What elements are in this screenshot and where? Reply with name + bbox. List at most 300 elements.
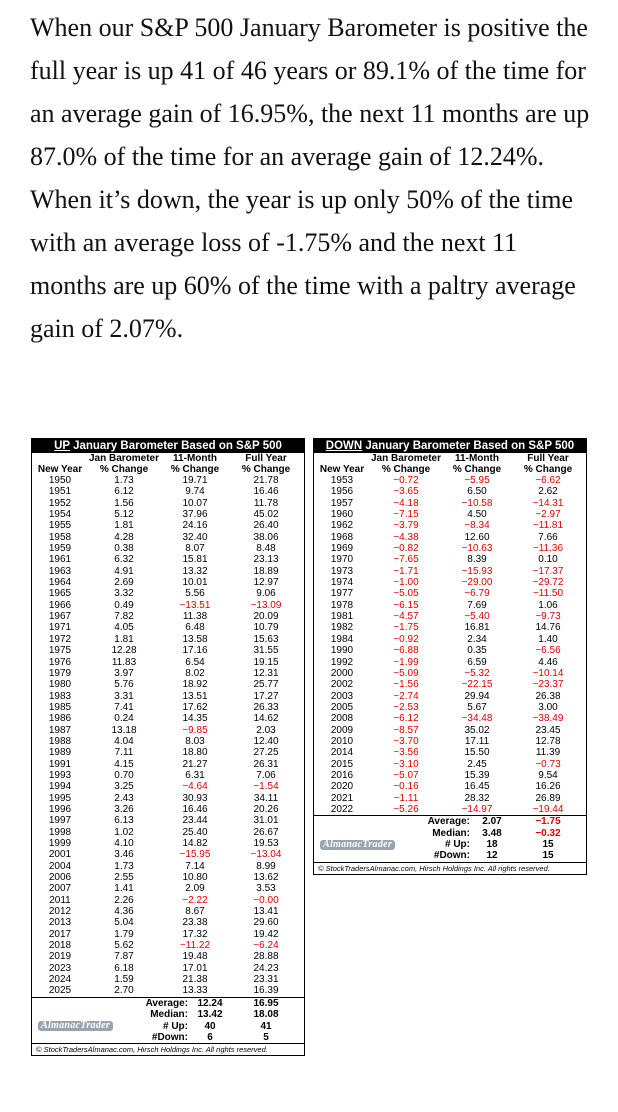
table-cell: 12.31 bbox=[253, 667, 279, 679]
table-cell: 1984 bbox=[330, 633, 354, 645]
table-cell: 2.43 bbox=[114, 792, 134, 804]
summary-11month: 12 bbox=[486, 850, 498, 862]
table-cell: 1974 bbox=[330, 577, 354, 589]
table-cell: 1988 bbox=[48, 735, 72, 747]
summary-label: #Down: bbox=[433, 850, 470, 862]
up-h1-bottom: New Year bbox=[37, 464, 83, 475]
table-row bbox=[32, 475, 304, 486]
table-cell: −7.65 bbox=[393, 554, 419, 566]
table-cell: 19.42 bbox=[253, 928, 279, 940]
table-cell: 1993 bbox=[48, 769, 72, 781]
table-row bbox=[314, 781, 586, 792]
table-cell: 1983 bbox=[48, 690, 72, 702]
table-cell: 2011 bbox=[49, 894, 71, 906]
table-cell: 13.41 bbox=[253, 906, 279, 918]
table-cell: 1963 bbox=[48, 565, 72, 577]
table-cell: 26.40 bbox=[253, 520, 279, 532]
table-cell: 1998 bbox=[48, 826, 72, 838]
table-cell: 4.46 bbox=[538, 656, 558, 668]
table-row bbox=[314, 668, 586, 679]
summary-fullyear: −0.32 bbox=[535, 827, 561, 839]
table-cell: 1976 bbox=[48, 656, 72, 668]
table-cell: −5.95 bbox=[464, 475, 490, 486]
table-cell: 2007 bbox=[48, 883, 72, 895]
table-cell: 1.73 bbox=[114, 860, 134, 872]
up-h3-bottom: % Change bbox=[170, 464, 220, 475]
table-cell: 1965 bbox=[48, 588, 72, 600]
table-cell: 9.74 bbox=[185, 486, 205, 498]
table-row bbox=[32, 974, 304, 985]
table-cell: −34.48 bbox=[461, 713, 493, 725]
table-row bbox=[32, 827, 304, 838]
table-cell: 1.73 bbox=[114, 475, 134, 486]
table-row bbox=[314, 475, 586, 486]
table-cell: 2008 bbox=[330, 713, 354, 725]
table-cell: 5.62 bbox=[114, 940, 134, 952]
table-cell: 10.79 bbox=[253, 622, 279, 634]
table-cell: 19.71 bbox=[182, 475, 208, 486]
table-cell: 8.48 bbox=[256, 543, 276, 555]
table-cell: 2.03 bbox=[256, 724, 276, 736]
table-cell: −0.73 bbox=[535, 758, 561, 770]
table-cell: −13.09 bbox=[250, 599, 282, 611]
almanac-trader-logo: AlmanacTrader bbox=[320, 840, 395, 850]
table-row bbox=[32, 872, 304, 883]
up-copyright: © StockTradersAlmanac.com, Hirsch Holdings Inc. All rights reserved. bbox=[36, 1045, 268, 1055]
table-cell: 4.28 bbox=[114, 531, 134, 543]
up-table-body bbox=[32, 475, 304, 997]
down-h3-top: 11-Month bbox=[455, 453, 499, 464]
table-cell: 16.46 bbox=[253, 486, 279, 498]
table-row bbox=[314, 509, 586, 520]
table-cell: −1.00 bbox=[393, 577, 419, 589]
table-cell: 1977 bbox=[330, 588, 354, 600]
table-cell: 6.32 bbox=[114, 554, 134, 566]
table-cell: 4.50 bbox=[467, 509, 487, 521]
summary-fullyear: 41 bbox=[260, 1020, 272, 1032]
table-cell: 12.28 bbox=[111, 645, 137, 657]
table-cell: 29.94 bbox=[464, 690, 490, 702]
table-cell: 0.24 bbox=[114, 713, 134, 725]
summary-label: Median: bbox=[432, 827, 470, 839]
table-cell: 8.03 bbox=[185, 735, 205, 747]
summary-11month: 12.24 bbox=[197, 997, 223, 1009]
table-cell: 31.55 bbox=[253, 645, 279, 657]
table-cell: −11.36 bbox=[532, 543, 564, 555]
table-cell: 2014 bbox=[330, 747, 354, 759]
table-cell: 1986 bbox=[48, 713, 72, 725]
table-cell: 4.15 bbox=[114, 758, 134, 770]
down-h4-bottom: % Change bbox=[523, 464, 573, 475]
table-cell: 23.13 bbox=[253, 554, 279, 566]
table-cell: 16.39 bbox=[253, 985, 279, 997]
summary-11month: 18 bbox=[486, 839, 498, 850]
table-row bbox=[314, 543, 586, 554]
table-cell: 6.18 bbox=[114, 962, 134, 974]
table-cell: 1985 bbox=[48, 701, 72, 713]
table-cell: −6.88 bbox=[393, 645, 419, 657]
up-table-title bbox=[32, 439, 304, 453]
table-row bbox=[314, 532, 586, 543]
table-cell: 18.92 bbox=[182, 679, 208, 691]
table-cell: −6.62 bbox=[535, 475, 561, 486]
table-cell: 0.38 bbox=[114, 543, 134, 555]
table-row bbox=[32, 929, 304, 940]
table-cell: −11.50 bbox=[532, 588, 564, 600]
table-cell: 37.96 bbox=[182, 509, 208, 521]
table-row bbox=[314, 793, 586, 804]
table-cell: 26.31 bbox=[253, 758, 279, 770]
table-cell: 29.60 bbox=[253, 917, 279, 929]
down-copyright: © StockTradersAlmanac.com, Hirsch Holdings Inc. All rights reserved. bbox=[318, 863, 550, 873]
table-row bbox=[314, 588, 586, 599]
table-row bbox=[32, 532, 304, 543]
table-cell: 6.13 bbox=[114, 815, 134, 827]
summary-label: Average: bbox=[427, 816, 470, 828]
table-cell: −5.40 bbox=[464, 611, 490, 623]
table-row bbox=[32, 634, 304, 645]
down-h4-top: Full Year bbox=[527, 453, 569, 464]
table-cell: 2016 bbox=[330, 769, 354, 781]
up-h1-top bbox=[32, 453, 88, 464]
table-cell: 1987 bbox=[48, 724, 72, 736]
table-cell: 8.02 bbox=[185, 667, 205, 679]
summary-fullyear: 18.08 bbox=[253, 1009, 279, 1021]
almanac-trader-logo: AlmanacTrader bbox=[38, 1021, 113, 1031]
table-cell: −29.72 bbox=[532, 577, 564, 589]
table-cell: 5.04 bbox=[114, 917, 134, 929]
down-h1-top bbox=[314, 453, 370, 464]
table-cell: 1.81 bbox=[114, 520, 134, 532]
table-row bbox=[314, 577, 586, 588]
table-cell: 7.82 bbox=[114, 611, 134, 623]
table-row bbox=[32, 940, 304, 951]
table-cell: 2010 bbox=[330, 735, 354, 747]
table-cell: 6.12 bbox=[114, 486, 134, 498]
table-cell: 1.56 bbox=[114, 497, 134, 509]
table-cell: −9.73 bbox=[535, 611, 561, 623]
table-cell: 3.32 bbox=[114, 588, 134, 600]
table-cell: 11.38 bbox=[182, 611, 208, 623]
table-row bbox=[32, 702, 304, 713]
table-cell: 16.26 bbox=[535, 781, 561, 793]
table-cell: −4.38 bbox=[393, 531, 419, 543]
down-table-title bbox=[314, 439, 586, 453]
table-cell: 5.56 bbox=[185, 588, 205, 600]
summary-11month: 2.07 bbox=[482, 816, 502, 828]
table-cell: −38.49 bbox=[532, 713, 564, 725]
table-cell: 9.06 bbox=[256, 588, 276, 600]
table-row bbox=[32, 668, 304, 679]
table-cell: 14.82 bbox=[182, 838, 208, 849]
summary-fullyear: −1.75 bbox=[535, 816, 561, 828]
table-cell: −2.22 bbox=[182, 894, 208, 906]
summary-11month: 6 bbox=[207, 1031, 213, 1043]
table-cell: 1968 bbox=[330, 531, 354, 543]
table-cell: 25.77 bbox=[253, 679, 279, 691]
down-h2-top: Jan Barometer bbox=[370, 453, 442, 464]
summary-label: Average: bbox=[145, 997, 188, 1009]
table-cell: 7.41 bbox=[114, 701, 134, 713]
table-cell: −2.97 bbox=[535, 509, 561, 521]
up-barometer-table bbox=[31, 438, 305, 1056]
table-cell: 1971 bbox=[48, 622, 72, 634]
table-cell: 1997 bbox=[48, 815, 72, 827]
table-cell: −3.56 bbox=[393, 747, 419, 759]
table-cell: −11.22 bbox=[179, 940, 211, 952]
table-row bbox=[314, 566, 586, 577]
table-cell: 2000 bbox=[330, 667, 354, 679]
table-row bbox=[314, 622, 586, 633]
table-row bbox=[32, 498, 304, 509]
table-row bbox=[32, 566, 304, 577]
table-cell: 17.11 bbox=[464, 735, 490, 747]
up-header-row-top bbox=[32, 453, 304, 464]
table-cell: 1966 bbox=[48, 599, 72, 611]
table-row bbox=[314, 634, 586, 645]
table-cell: 6.31 bbox=[185, 769, 205, 781]
table-cell: 30.93 bbox=[182, 792, 208, 804]
table-cell: 1.40 bbox=[538, 633, 558, 645]
table-cell: 1979 bbox=[48, 667, 72, 679]
table-cell: 0.49 bbox=[114, 599, 134, 611]
table-cell: 1.06 bbox=[538, 599, 558, 611]
table-cell: 21.78 bbox=[253, 475, 279, 486]
table-row bbox=[314, 645, 586, 656]
summary-row bbox=[314, 850, 586, 861]
table-cell: 2.62 bbox=[538, 486, 558, 498]
summary-fullyear: 15 bbox=[542, 839, 554, 850]
table-cell: 2.55 bbox=[114, 872, 134, 884]
table-cell: 0.10 bbox=[538, 554, 558, 566]
table-cell: 11.78 bbox=[253, 497, 279, 509]
table-cell: −1.11 bbox=[393, 792, 419, 804]
up-h4-bottom: % Change bbox=[241, 464, 291, 475]
table-cell: 2009 bbox=[330, 724, 354, 736]
table-cell: 45.02 bbox=[253, 509, 279, 521]
table-cell: 2002 bbox=[330, 679, 354, 691]
table-cell: 13.32 bbox=[182, 565, 208, 577]
table-cell: 26.33 bbox=[253, 701, 279, 713]
table-cell: 2.70 bbox=[114, 985, 134, 997]
table-row bbox=[32, 963, 304, 974]
table-cell: 8.67 bbox=[185, 906, 205, 918]
table-cell: 8.07 bbox=[185, 543, 205, 555]
table-cell: −15.93 bbox=[461, 565, 493, 577]
table-row bbox=[314, 713, 586, 724]
table-row bbox=[314, 747, 586, 758]
table-cell: 4.91 bbox=[114, 565, 134, 577]
table-cell: 13.58 bbox=[182, 633, 208, 645]
table-cell: 5.12 bbox=[114, 509, 134, 521]
table-cell: −1.56 bbox=[393, 679, 419, 691]
table-cell: 24.23 bbox=[253, 962, 279, 974]
table-cell: 1975 bbox=[48, 645, 72, 657]
table-cell: 1995 bbox=[48, 792, 72, 804]
table-cell: −0.16 bbox=[393, 781, 419, 793]
table-row bbox=[314, 702, 586, 713]
summary-row bbox=[32, 998, 304, 1009]
table-cell: −13.51 bbox=[179, 599, 211, 611]
table-cell: 1.02 bbox=[114, 826, 134, 838]
table-cell: 24.16 bbox=[182, 520, 208, 532]
table-cell: 13.18 bbox=[111, 724, 137, 736]
table-cell: −22.15 bbox=[461, 679, 493, 691]
table-row bbox=[32, 793, 304, 804]
table-cell: −0.82 bbox=[393, 543, 419, 555]
table-cell: 2021 bbox=[330, 792, 354, 804]
table-cell: 32.40 bbox=[182, 531, 208, 543]
summary-11month: 13.42 bbox=[197, 1009, 223, 1021]
table-cell: 3.31 bbox=[114, 690, 134, 702]
table-cell: 1962 bbox=[330, 520, 354, 532]
table-cell: 16.45 bbox=[464, 781, 490, 793]
table-cell: 2024 bbox=[48, 974, 72, 986]
table-cell: 21.38 bbox=[182, 974, 208, 986]
table-cell: 34.11 bbox=[253, 792, 279, 804]
up-title-keyword: UP bbox=[54, 440, 70, 452]
table-cell: 1951 bbox=[48, 486, 72, 498]
table-cell: 1981 bbox=[330, 611, 354, 623]
table-cell: −6.56 bbox=[535, 645, 561, 657]
table-cell: 13.51 bbox=[182, 690, 208, 702]
table-cell: −7.15 bbox=[393, 509, 419, 521]
table-cell: −2.74 bbox=[393, 690, 419, 702]
table-cell: −8.57 bbox=[393, 724, 419, 736]
table-cell: 20.09 bbox=[253, 611, 279, 623]
table-cell: −1.99 bbox=[393, 656, 419, 668]
table-cell: 1991 bbox=[48, 758, 72, 770]
table-row bbox=[32, 804, 304, 815]
table-cell: −10.14 bbox=[532, 667, 564, 679]
table-cell: 7.11 bbox=[114, 747, 134, 759]
table-cell: 6.59 bbox=[467, 656, 487, 668]
table-cell: 2025 bbox=[48, 985, 72, 997]
table-cell: 1959 bbox=[48, 543, 72, 555]
table-cell: 26.38 bbox=[535, 690, 561, 702]
table-cell: 4.05 bbox=[114, 622, 134, 634]
table-cell: −11.81 bbox=[532, 520, 564, 532]
table-cell: 15.63 bbox=[253, 633, 279, 645]
table-cell: 7.69 bbox=[467, 599, 487, 611]
table-cell: 1969 bbox=[330, 543, 354, 555]
table-cell: 19.53 bbox=[253, 838, 279, 849]
table-cell: 1.41 bbox=[114, 883, 134, 895]
table-row bbox=[32, 611, 304, 622]
table-cell: −15.95 bbox=[179, 849, 211, 861]
table-row bbox=[32, 622, 304, 633]
summary-row bbox=[314, 828, 586, 839]
summary-row bbox=[32, 1032, 304, 1043]
table-cell: 17.01 bbox=[182, 962, 208, 974]
table-row bbox=[32, 600, 304, 611]
down-header-row-bottom bbox=[314, 464, 586, 475]
summary-label: #Down: bbox=[151, 1031, 188, 1043]
table-cell: 1990 bbox=[330, 645, 354, 657]
table-cell: 2019 bbox=[48, 951, 72, 963]
table-row bbox=[314, 520, 586, 531]
table-cell: 23.44 bbox=[182, 815, 208, 827]
summary-row bbox=[314, 839, 586, 850]
table-cell: 23.38 bbox=[182, 917, 208, 929]
up-summary bbox=[32, 997, 304, 1043]
summary-label: Median: bbox=[150, 1009, 188, 1021]
table-cell: 8.99 bbox=[256, 860, 276, 872]
table-cell: 1999 bbox=[48, 838, 72, 849]
table-cell: −8.34 bbox=[464, 520, 490, 532]
table-cell: 2012 bbox=[48, 906, 72, 918]
summary-row bbox=[32, 1021, 304, 1032]
table-cell: 1972 bbox=[48, 633, 72, 645]
table-cell: 2005 bbox=[330, 701, 354, 713]
table-cell: 27.25 bbox=[253, 747, 279, 759]
table-cell: −6.79 bbox=[464, 588, 490, 600]
down-title-rest: January Barometer Based on S&P 500 bbox=[362, 440, 575, 452]
table-cell: 2015 bbox=[330, 758, 354, 770]
table-cell: 1980 bbox=[48, 679, 72, 691]
up-h3-top: 11-Month bbox=[173, 453, 217, 464]
table-cell: 2.45 bbox=[467, 758, 487, 770]
summary-label bbox=[32, 1021, 190, 1032]
table-cell: 1970 bbox=[330, 554, 354, 566]
table-cell: 2001 bbox=[48, 849, 72, 861]
table-cell: −4.64 bbox=[182, 781, 208, 793]
table-cell: 10.80 bbox=[182, 872, 208, 884]
table-row bbox=[32, 815, 304, 826]
table-cell: −3.65 bbox=[393, 486, 419, 498]
table-cell: 12.40 bbox=[253, 735, 279, 747]
table-cell: 16.46 bbox=[182, 803, 208, 815]
table-row bbox=[314, 691, 586, 702]
table-cell: 26.67 bbox=[253, 826, 279, 838]
table-cell: 12.97 bbox=[253, 577, 279, 589]
table-cell: 3.97 bbox=[114, 667, 134, 679]
table-cell: 1.81 bbox=[114, 633, 134, 645]
table-cell: 1964 bbox=[48, 577, 72, 589]
table-cell: 2.69 bbox=[114, 577, 134, 589]
table-cell: 4.36 bbox=[114, 906, 134, 918]
table-cell: 25.40 bbox=[182, 826, 208, 838]
intro-paragraph: When our S&P 500 January Barometer is positive the full year is up 41 of 46 years or 89.1% of the time for an average gain of 16.95%, the next 11 months are up 87.0% of the time for an average gain of 12.24%. When it’s down, the year is up only 50% of the time with an average loss of -1.75% and the next 11 months are up 60% of the time with a paltry average gain of 2.07%. bbox=[30, 13, 590, 343]
table-cell: 7.06 bbox=[256, 769, 276, 781]
table-cell: 3.53 bbox=[256, 883, 276, 895]
table-row bbox=[32, 645, 304, 656]
table-cell: 2003 bbox=[330, 690, 354, 702]
table-cell: 1982 bbox=[330, 622, 354, 634]
table-cell: 19.48 bbox=[182, 951, 208, 963]
table-row bbox=[32, 736, 304, 747]
table-cell: 21.27 bbox=[182, 758, 208, 770]
table-cell: 2.26 bbox=[114, 894, 134, 906]
down-h3-bottom: % Change bbox=[452, 464, 502, 475]
table-cell: 4.04 bbox=[114, 735, 134, 747]
table-cell: 2006 bbox=[48, 872, 72, 884]
table-cell: 35.02 bbox=[464, 724, 490, 736]
table-row bbox=[314, 736, 586, 747]
table-row bbox=[32, 861, 304, 872]
table-row bbox=[314, 804, 586, 815]
table-cell: 1956 bbox=[330, 486, 354, 498]
table-cell: 28.32 bbox=[464, 792, 490, 804]
table-cell: −5.07 bbox=[393, 769, 419, 781]
table-cell: 7.87 bbox=[114, 951, 134, 963]
table-cell: 1.59 bbox=[114, 974, 134, 986]
table-cell: 13.62 bbox=[253, 872, 279, 884]
up-header-row-bottom bbox=[32, 464, 304, 475]
table-cell: 1.79 bbox=[114, 928, 134, 940]
table-row bbox=[314, 498, 586, 509]
down-barometer-table bbox=[313, 438, 587, 875]
